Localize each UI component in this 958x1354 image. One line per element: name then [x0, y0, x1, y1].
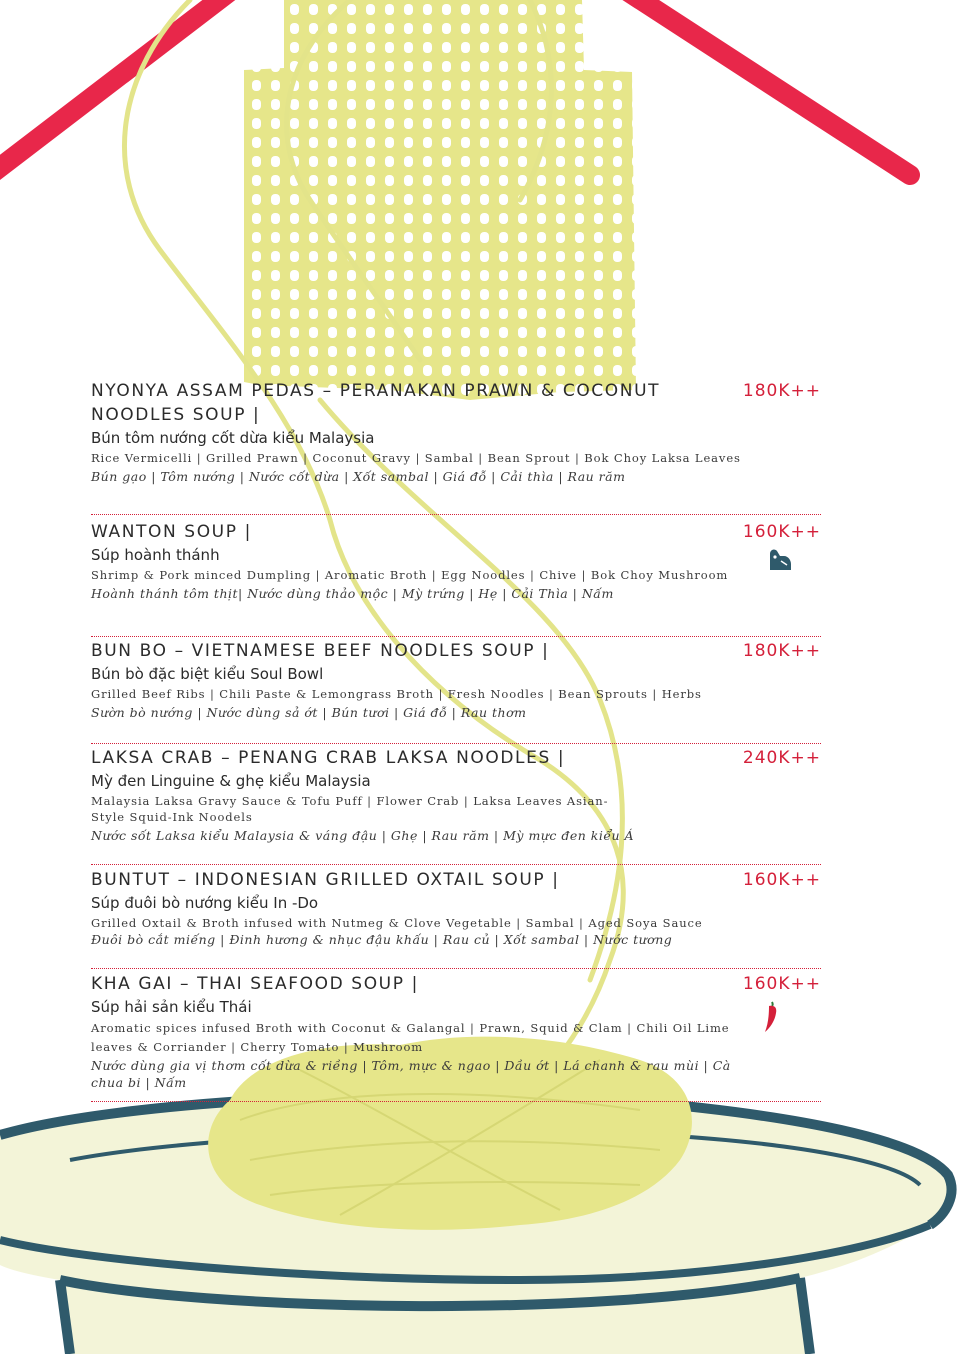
- item-price: 180K++: [742, 641, 821, 661]
- divider: [91, 864, 821, 865]
- divider: [91, 514, 821, 515]
- item-price: 160K++: [742, 522, 821, 542]
- item-title: WANTON SOUP |: [91, 522, 252, 542]
- item-ingredients-vi: Bún gạo | Tôm nướng | Nước cốt dừa | Xốt sambal | Giá đỗ | Cải thìa | Rau răm: [91, 469, 626, 484]
- divider: [91, 1101, 821, 1102]
- menu-item: [91, 972, 821, 1091]
- menu-item: [91, 746, 821, 844]
- item-vietnamese-name: Súp hoành thánh: [91, 546, 220, 564]
- item-title: KHA GAI – THAI SEAFOOD SOUP |: [91, 974, 419, 994]
- item-title: BUNTUT – INDONESIAN GRILLED OXTAIL SOUP |: [91, 870, 560, 890]
- menu-item: [91, 639, 821, 721]
- menu-item: [91, 379, 821, 485]
- item-price: 180K++: [742, 381, 821, 401]
- item-ingredients-vi: Nước sốt Laksa kiểu Malaysia & váng đậu | Ghẹ | Rau răm | Mỳ mực đen kiểu Á: [91, 828, 635, 843]
- item-vietnamese-name: Súp hải sản kiểu Thái: [91, 998, 252, 1016]
- item-ingredients-en: Grilled Oxtail & Broth infused with Nutmeg & Clove Vegetable | Sambal | Aged Soya Sauce: [91, 916, 703, 930]
- divider: [91, 968, 821, 969]
- divider: [91, 636, 821, 637]
- item-title: BUN BO – VIETNAMESE BEEF NOODLES SOUP |: [91, 641, 550, 661]
- item-ingredients-vi: Nước dùng gia vị thơm cốt dừa & riềng | Tôm, mực & ngao | Dầu ớt | Lá chanh & rau mùi | Cà chua bi | Nấm: [91, 1058, 731, 1090]
- item-ingredients-vi: Đuôi bò cắt miếng | Đinh hương & nhục đậu khấu | Rau củ | Xốt sambal | Nước tương: [91, 932, 673, 947]
- item-price: 160K++: [742, 870, 821, 890]
- item-ingredients-en: Shrimp & Pork minced Dumpling | Aromatic Broth | Egg Noodles | Chive | Bok Choy Mushroom: [91, 568, 729, 582]
- divider: [91, 743, 821, 744]
- item-ingredients-en: Rice Vermicelli | Grilled Prawn | Coconut Gravy | Sambal | Bean Sprout | Bok Choy Laksa Leaves: [91, 451, 741, 465]
- item-vietnamese-name: Mỳ đen Linguine & ghẹ kiểu Malaysia: [91, 772, 371, 790]
- item-price: 160K++: [742, 974, 821, 994]
- item-ingredients-en: Malaysia Laksa Gravy Sauce & Tofu Puff | Flower Crab | Laksa Leaves Asian-Style Squid-Ink Noodels: [91, 794, 609, 824]
- item-title: LAKSA CRAB – PENANG CRAB LAKSA NOODLES |: [91, 748, 566, 768]
- item-ingredients-en: Aromatic spices infused Broth with Coconut & Galangal | Prawn, Squid & Clam | Chili Oil Lime leaves & Corriander | Cherry Tomato | Mushroom: [91, 1021, 730, 1054]
- shrimp-icon: [767, 548, 793, 572]
- menu-item: [91, 868, 821, 948]
- item-vietnamese-name: Súp đuôi bò nướng kiểu In -Do: [91, 894, 319, 912]
- menu-item: [91, 520, 821, 602]
- item-title: NYONYA ASSAM PEDAS – PERANAKAN PRAWN & COCONUT NOODLES SOUP |: [91, 381, 661, 425]
- item-vietnamese-name: Bún bò đặc biệt kiểu Soul Bowl: [91, 665, 324, 683]
- item-ingredients-vi: Hoành thánh tôm thịt| Nước dùng thảo mộc | Mỳ trứng | Hẹ | Cải Thìa | Nấm: [91, 586, 614, 601]
- chili-icon: [763, 1000, 779, 1034]
- item-ingredients-en: Grilled Beef Ribs | Chili Paste & Lemongrass Broth | Fresh Noodles | Bean Sprouts | Herbs: [91, 687, 702, 701]
- item-ingredients-vi: Sườn bò nướng | Nước dùng sả ớt | Bún tươi | Giá đỗ | Rau thơm: [91, 705, 527, 720]
- item-vietnamese-name: Bún tôm nướng cốt dừa kiểu Malaysia: [91, 429, 375, 447]
- item-price: 240K++: [742, 748, 821, 768]
